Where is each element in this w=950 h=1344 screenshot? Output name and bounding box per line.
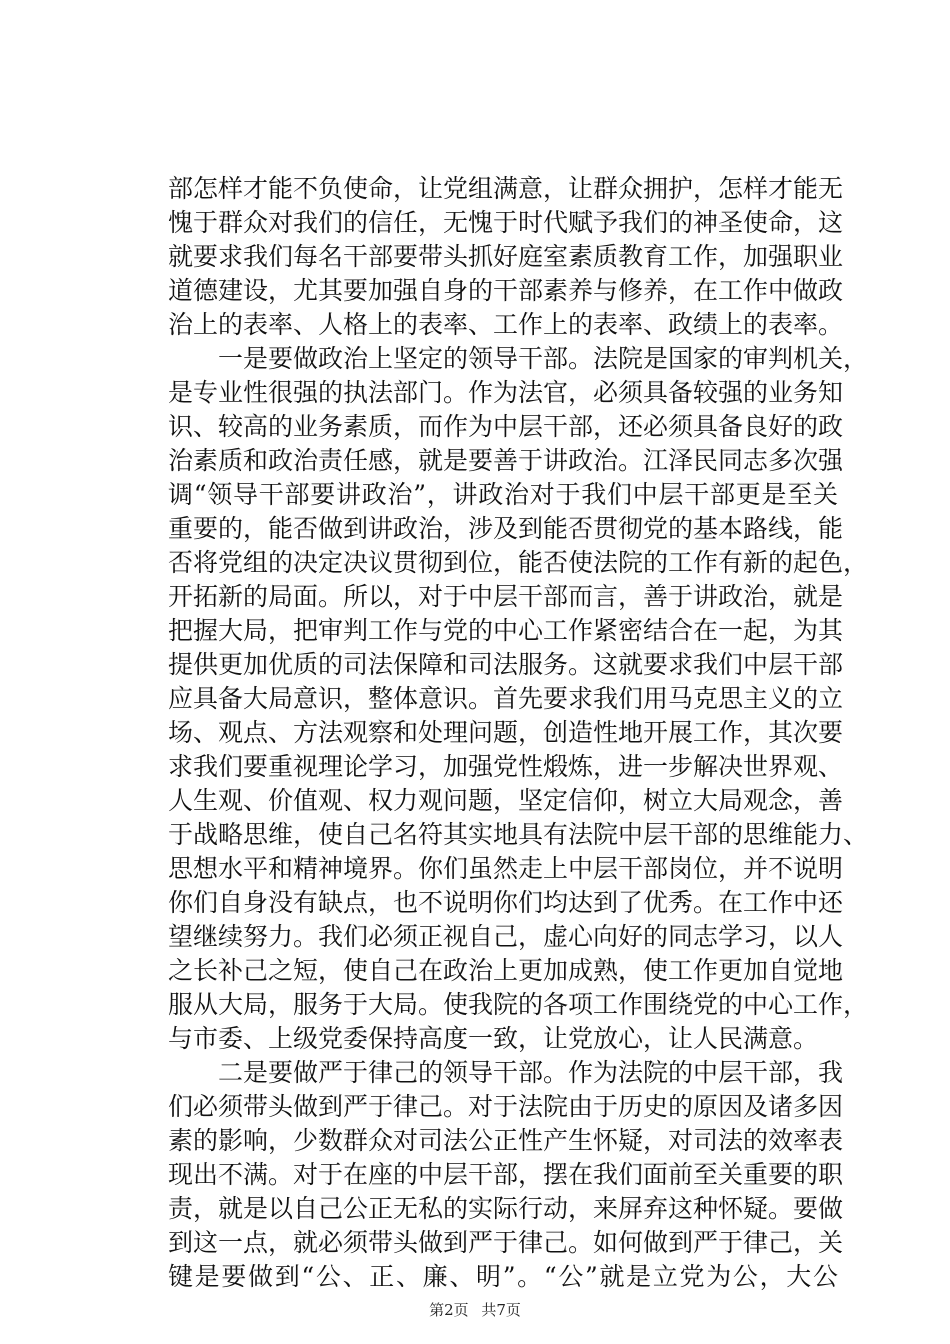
text-line: 提供更加优质的司法保障和司法服务。这就要求我们中层干部 bbox=[168, 650, 844, 679]
text-line: 你们自身没有缺点，也不说明你们均达到了优秀。在工作中还 bbox=[168, 888, 844, 917]
page-footer bbox=[0, 1300, 950, 1320]
text-line: 于战略思维，使自己名符其实地具有法院中层干部的思维能力、 bbox=[168, 820, 869, 849]
text-line: 到这一点，就必须带头做到严于律己。如何做到严于律己，关 bbox=[168, 1228, 844, 1257]
text-line: 就要求我们每名干部要带头抓好庭室素质教育工作，加强职业 bbox=[168, 242, 844, 271]
text-line: 重要的，能否做到讲政治，涉及到能否贯彻党的基本路线，能 bbox=[168, 514, 844, 543]
text-line: 开拓新的局面。所以，对于中层干部而言，善于讲政治，就是 bbox=[168, 582, 844, 611]
text-line: 一是要做政治上坚定的领导干部。法院是国家的审判机关， bbox=[218, 344, 869, 373]
text-line: 愧于群众对我们的信任，无愧于时代赋予我们的神圣使命，这 bbox=[168, 208, 844, 237]
page-number: 第2页 bbox=[429, 1301, 469, 1319]
text-line: 之长补己之短，使自己在政治上更加成熟，使工作更加自觉地 bbox=[168, 956, 844, 985]
text-line: 思想水平和精神境界。你们虽然走上中层干部岗位，并不说明 bbox=[168, 854, 844, 883]
text-line: 把握大局，把审判工作与党的中心工作紧密结合在一起，为其 bbox=[168, 616, 844, 645]
text-line: 部怎样才能不负使命，让党组满意，让群众拥护，怎样才能无 bbox=[168, 174, 844, 203]
text-line: 望继续努力。我们必须正视自己，虚心向好的同志学习，以人 bbox=[168, 922, 844, 951]
text-line: 否将党组的决定决议贯彻到位，能否使法院的工作有新的起色， bbox=[168, 548, 869, 577]
text-line: 是专业性很强的执法部门。作为法官，必须具备较强的业务知 bbox=[168, 378, 844, 407]
text-line: 与市委、上级党委保持高度一致，让党放心，让人民满意。 bbox=[168, 1024, 819, 1053]
text-line: 服从大局，服务于大局。使我院的各项工作围绕党的中心工作， bbox=[168, 990, 869, 1019]
text-line: 人生观、价值观、权力观问题，坚定信仰，树立大局观念，善 bbox=[168, 786, 844, 815]
text-line: 治素质和政治责任感，就是要善于讲政治。江泽民同志多次强 bbox=[168, 446, 844, 475]
text-line: 应具备大局意识，整体意识。首先要求我们用马克思主义的立 bbox=[168, 684, 844, 713]
text-line: 责，就是以自己公正无私的实际行动，来屏弃这种怀疑。要做 bbox=[168, 1194, 844, 1223]
text-line: 道德建设，尤其要加强自身的干部素养与修养，在工作中做政 bbox=[168, 276, 844, 305]
text-line: 现出不满。对于在座的中层干部，摆在我们面前至关重要的职 bbox=[168, 1160, 844, 1189]
text-line: 治上的表率、人格上的表率、工作上的表率、政绩上的表率。 bbox=[168, 310, 844, 339]
text-line: 场、观点、方法观察和处理问题，创造性地开展工作，其次要 bbox=[168, 718, 844, 747]
text-line: 们必须带头做到严于律己。对于法院由于历史的原因及诸多因 bbox=[168, 1092, 844, 1121]
text-line: 素的影响，少数群众对司法公正性产生怀疑，对司法的效率表 bbox=[168, 1126, 844, 1155]
text-line: 二是要做严于律己的领导干部。作为法院的中层干部，我 bbox=[218, 1058, 844, 1087]
text-line: 键是要做到“公、正、廉、明”。“公”就是立党为公，大公 bbox=[168, 1262, 838, 1291]
text-line: 求我们要重视理论学习，加强党性煅炼，进一步解决世界观、 bbox=[168, 752, 844, 781]
text-line: 识、较高的业务素质，而作为中层干部，还必须具备良好的政 bbox=[168, 412, 844, 441]
text-line: 调“领导干部要讲政治”，讲政治对于我们中层干部更是至关 bbox=[168, 480, 838, 509]
document-body bbox=[168, 172, 869, 1294]
page-total: 共7页 bbox=[481, 1301, 521, 1319]
